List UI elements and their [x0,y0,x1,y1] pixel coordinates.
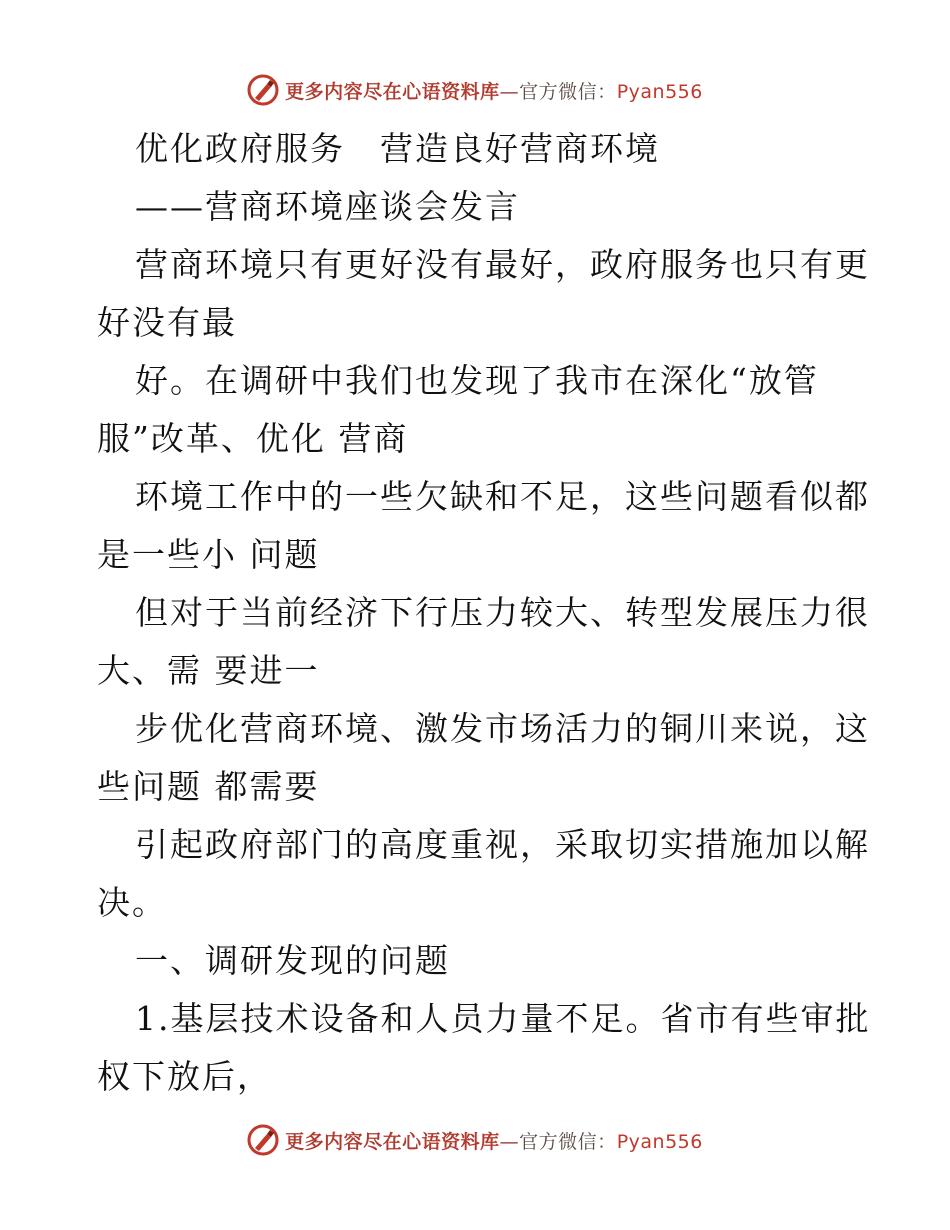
footer-banner-text [285,1127,703,1154]
paragraph-line: 权下放后， [97,1057,272,1096]
document-subtitle: ——营商环境座谈会发言 [135,187,520,226]
banner-dash: — [499,80,520,103]
paragraph-line: 环境工作中的一些欠缺和不足，这些问题看似都 [135,477,870,516]
paragraph-line: 营商环境只有更好没有最好，政府服务也只有更 [135,245,870,284]
pen-logo-icon [247,1124,279,1156]
paragraph-line: 步优化营商环境、激发市场活力的铜川来说，这 [135,709,870,748]
footer-watermark-banner [0,1120,950,1160]
paragraph-line: 引起政府部门的高度重视，采取切实措施加以解 [135,825,870,864]
paragraph-line: 1.基层技术设备和人员力量不足。省市有些审批 [135,999,871,1038]
paragraph-line: 好。在调研中我们也发现了我市在深化“放管 [135,361,819,400]
banner-site-name: 更多内容尽在心语资料库 [285,80,500,103]
pen-logo-icon [247,74,279,106]
banner-wechat-id: Pyan556 [616,1130,703,1153]
header-banner-text [285,77,703,104]
paragraph-line: 是一些小 问题 [97,535,320,574]
header-watermark-banner [0,70,950,110]
banner-wechat-id: Pyan556 [616,80,703,103]
paragraph-line: 大、需 要进一 [97,651,320,690]
banner-site-name: 更多内容尽在心语资料库 [285,1130,500,1153]
paragraph-line: 决。 [97,883,167,922]
section-heading: 一、调研发现的问题 [135,941,450,980]
paragraph-line: 些问题 都需要 [97,767,320,806]
banner-dash: — [499,1130,520,1153]
paragraph-line: 好没有最 [97,303,237,342]
banner-wechat-label: 官方微信： [519,1130,617,1153]
document-title: 优化政府服务 营造良好营商环境 [135,129,660,168]
paragraph-line: 但对于当前经济下行压力较大、转型发展压力很 [135,593,870,632]
paragraph-line: 服”改革、优化 营商 [97,419,409,458]
document-body [97,120,871,1106]
banner-wechat-label: 官方微信： [519,80,617,103]
